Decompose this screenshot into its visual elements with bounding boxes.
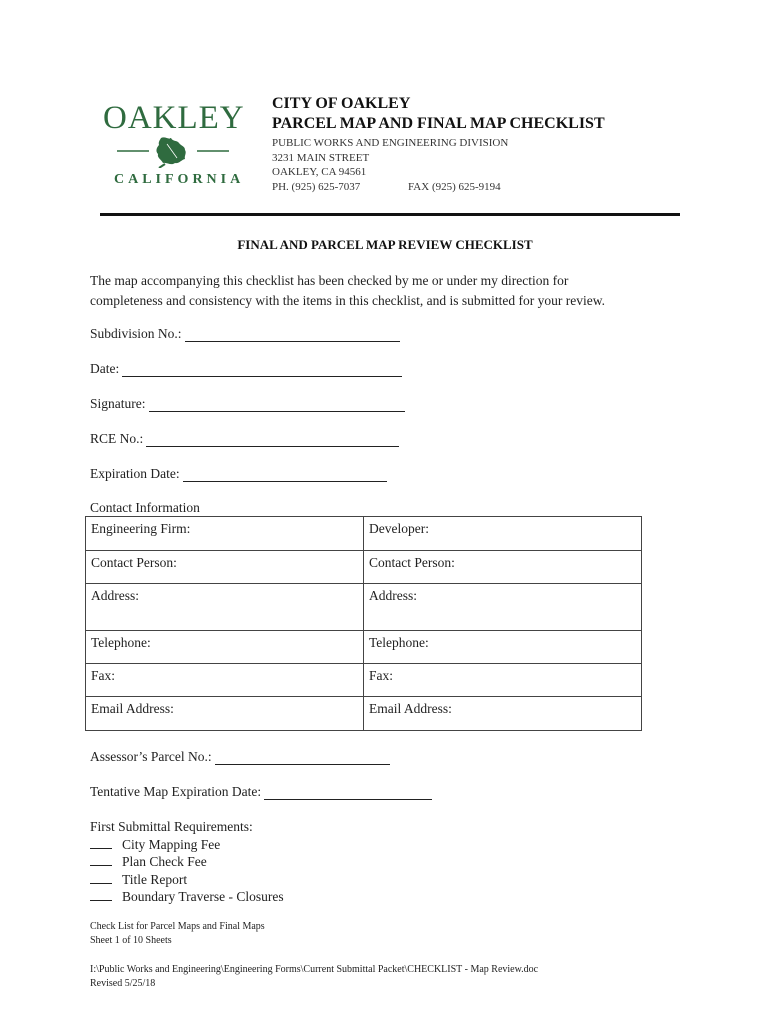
date-label: Date:	[90, 361, 120, 376]
signature-label: Signature:	[90, 396, 146, 411]
footer-line-1: Check List for Parcel Maps and Final Maps	[90, 921, 265, 932]
header-block	[272, 94, 692, 194]
contact-table	[85, 516, 642, 731]
logo-state: CALIFORNIA	[114, 172, 245, 187]
tentative-label: Tentative Map Expiration Date:	[90, 784, 262, 799]
city-title: CITY OF OAKLEY	[272, 95, 411, 112]
address-left-cell[interactable]: Address:	[86, 584, 364, 631]
contact-person-right-cell[interactable]: Contact Person:	[364, 551, 642, 584]
engineering-firm-cell[interactable]: Engineering Firm:	[86, 517, 364, 551]
date-input[interactable]	[122, 362, 402, 377]
fax-left-cell[interactable]: Fax:	[86, 664, 364, 697]
oakley-logo	[100, 100, 245, 192]
developer-cell[interactable]: Developer:	[364, 517, 642, 551]
requirement-label: City Mapping Fee	[122, 836, 221, 852]
file-path: I:\Public Works and Engineering\Engineering Forms\Current Submittal Packet\CHECKLIST - Map Review.doc	[90, 964, 539, 975]
list-item	[90, 871, 284, 889]
table-row	[86, 551, 642, 584]
logo-wordmark: OAKLEY	[103, 100, 245, 136]
table-row	[86, 517, 642, 551]
expiration-input[interactable]	[183, 467, 387, 482]
table-row	[86, 697, 642, 731]
requirement-label: Title Report	[122, 871, 188, 887]
tentative-field	[90, 784, 432, 800]
contact-person-left-cell[interactable]: Contact Person:	[86, 551, 364, 584]
phone-fax-row	[272, 180, 692, 195]
requirements-heading: First Submittal Requirements:	[90, 819, 253, 834]
assessor-label: Assessor’s Parcel No.:	[90, 749, 212, 764]
requirement-label: Boundary Traverse - Closures	[122, 889, 284, 904]
contact-heading: Contact Information	[90, 500, 200, 515]
revised-date: Revised 5/25/18	[90, 977, 156, 989]
city-state-text: OAKLEY, CA 94561	[272, 166, 367, 178]
checkbox-blank[interactable]	[90, 853, 112, 866]
rce-field	[90, 431, 399, 447]
rce-label: RCE No.:	[90, 431, 144, 446]
intro-paragraph	[90, 271, 690, 311]
checkbox-blank[interactable]	[90, 871, 112, 884]
list-item	[90, 853, 284, 871]
intro-line-2: completeness and consistency with the items in this checklist, and is submitted for your review.	[90, 293, 606, 308]
date-field	[90, 361, 402, 377]
expiration-label: Expiration Date:	[90, 466, 180, 481]
fax-right-cell[interactable]: Fax:	[364, 664, 642, 697]
division-text: PUBLIC WORKS AND ENGINEERING DIVISION	[272, 137, 509, 149]
file-footer	[90, 963, 538, 990]
phone-text: PH. (925) 625-7037	[272, 180, 361, 193]
expiration-field	[90, 466, 387, 482]
review-title: FINAL AND PARCEL MAP REVIEW CHECKLIST	[237, 237, 533, 252]
subdivision-field	[90, 326, 400, 342]
address-right-cell[interactable]: Address:	[364, 584, 642, 631]
tentative-input[interactable]	[264, 785, 432, 800]
requirement-label: Plan Check Fee	[122, 854, 207, 869]
list-item	[90, 888, 284, 906]
street-text: 3231 MAIN STREET	[272, 151, 370, 164]
rce-input[interactable]	[146, 432, 399, 447]
checklist-title: PARCEL MAP AND FINAL MAP CHECKLIST	[272, 115, 605, 132]
table-row	[86, 664, 642, 697]
footer-line-2: Sheet 1 of 10 Sheets	[90, 934, 172, 946]
signature-field	[90, 396, 405, 412]
assessor-input[interactable]	[215, 750, 390, 765]
telephone-left-cell[interactable]: Telephone:	[86, 631, 364, 664]
email-left-cell[interactable]: Email Address:	[86, 697, 364, 731]
assessor-field	[90, 749, 390, 765]
table-row	[86, 584, 642, 631]
list-item	[90, 836, 284, 854]
requirements-list	[90, 818, 284, 906]
checkbox-blank[interactable]	[90, 888, 112, 901]
checkbox-blank[interactable]	[90, 836, 112, 849]
email-right-cell[interactable]: Email Address:	[364, 697, 642, 731]
sheet-footer	[90, 920, 265, 947]
oak-leaf-icon	[115, 134, 231, 168]
intro-line-1: The map accompanying this checklist has been checked by me or under my direction for	[90, 273, 569, 288]
fax-text: FAX (925) 625-9194	[408, 180, 501, 193]
header-divider	[100, 213, 680, 216]
subdivision-input[interactable]	[185, 327, 400, 342]
telephone-right-cell[interactable]: Telephone:	[364, 631, 642, 664]
subdivision-label: Subdivision No.:	[90, 326, 182, 341]
table-row	[86, 631, 642, 664]
signature-input[interactable]	[149, 397, 405, 412]
